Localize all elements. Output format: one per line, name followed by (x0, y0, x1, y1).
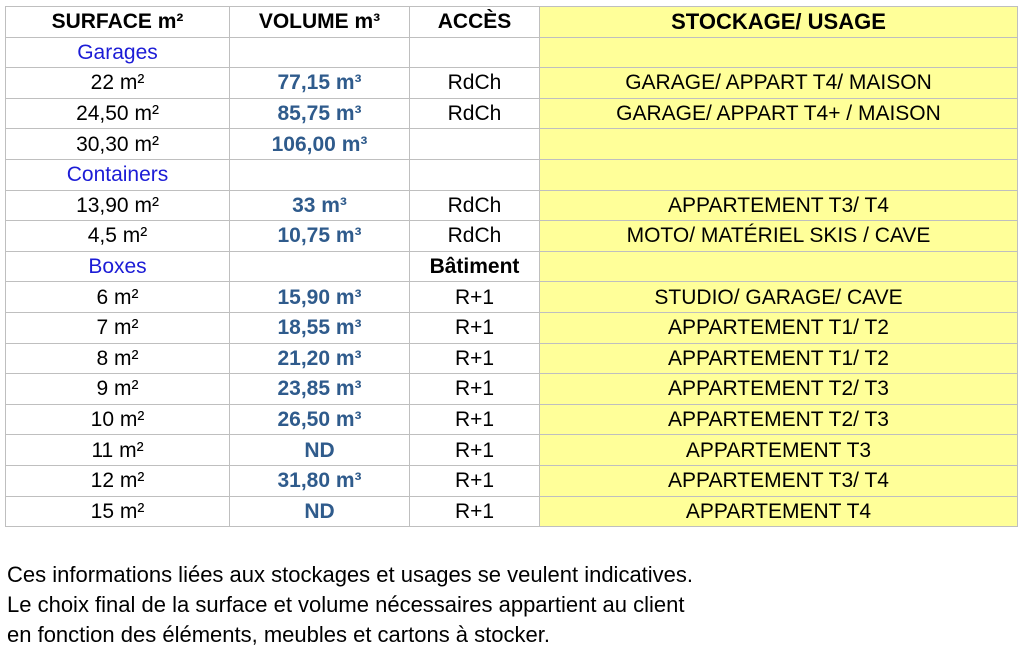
surface-cell: 15 m² (6, 496, 230, 527)
surface-cell: 22 m² (6, 68, 230, 99)
usage-cell: APPARTEMENT T4 (540, 496, 1018, 527)
surface-cell: 4,5 m² (6, 221, 230, 252)
usage-cell: STUDIO/ GARAGE/ CAVE (540, 282, 1018, 313)
surface-cell: 30,30 m² (6, 129, 230, 160)
acces-cell: R+1 (410, 312, 540, 343)
surface-cell: 10 m² (6, 404, 230, 435)
disclaimer-note (7, 560, 693, 650)
table-row (6, 496, 1018, 527)
header-row (6, 7, 1018, 38)
storage-table (5, 6, 1018, 527)
table-row (6, 435, 1018, 466)
volume-cell: 21,20 m³ (230, 343, 410, 374)
volume-cell: 33 m³ (230, 190, 410, 221)
acces-heading-cell: Bâtiment (410, 251, 540, 282)
volume-cell (230, 159, 410, 190)
surface-cell: 24,50 m² (6, 98, 230, 129)
usage-cell: GARAGE/ APPART T4/ MAISON (540, 68, 1018, 99)
usage-cell: APPARTEMENT T1/ T2 (540, 343, 1018, 374)
table-row (6, 68, 1018, 99)
surface-cell: 6 m² (6, 282, 230, 313)
usage-cell (540, 159, 1018, 190)
usage-cell (540, 129, 1018, 160)
volume-cell (230, 37, 410, 68)
acces-cell: R+1 (410, 404, 540, 435)
volume-cell: ND (230, 435, 410, 466)
category-row (6, 159, 1018, 190)
acces-cell: R+1 (410, 343, 540, 374)
acces-cell: R+1 (410, 465, 540, 496)
acces-cell: R+1 (410, 435, 540, 466)
usage-cell: MOTO/ MATÉRIEL SKIS / CAVE (540, 221, 1018, 252)
volume-cell: 26,50 m³ (230, 404, 410, 435)
note-line: Le choix final de la surface et volume nécessaires appartient au client (7, 592, 685, 617)
volume-cell: 106,00 m³ (230, 129, 410, 160)
usage-cell (540, 37, 1018, 68)
volume-cell (230, 251, 410, 282)
table-row (6, 404, 1018, 435)
header-usage: STOCKAGE/ USAGE (540, 7, 1018, 38)
surface-cell: 7 m² (6, 312, 230, 343)
table-body (6, 37, 1018, 527)
surface-cell: 8 m² (6, 343, 230, 374)
acces-cell (410, 129, 540, 160)
note-line: en fonction des éléments, meubles et cartons à stocker. (7, 622, 550, 647)
usage-cell: APPARTEMENT T2/ T3 (540, 374, 1018, 405)
acces-cell: RdCh (410, 221, 540, 252)
surface-cell: 12 m² (6, 465, 230, 496)
acces-cell: R+1 (410, 496, 540, 527)
surface-cell: 9 m² (6, 374, 230, 405)
usage-cell: APPARTEMENT T3/ T4 (540, 465, 1018, 496)
category-row (6, 251, 1018, 282)
volume-cell: ND (230, 496, 410, 527)
volume-cell: 31,80 m³ (230, 465, 410, 496)
volume-cell: 15,90 m³ (230, 282, 410, 313)
usage-cell: GARAGE/ APPART T4+ / MAISON (540, 98, 1018, 129)
surface-cell: 13,90 m² (6, 190, 230, 221)
header-acces: ACCÈS (410, 7, 540, 38)
table-row (6, 374, 1018, 405)
table-row (6, 312, 1018, 343)
table-row (6, 129, 1018, 160)
acces-heading-cell (410, 37, 540, 68)
acces-cell: R+1 (410, 282, 540, 313)
usage-cell: APPARTEMENT T3/ T4 (540, 190, 1018, 221)
category-label: Boxes (6, 251, 230, 282)
usage-cell (540, 251, 1018, 282)
volume-cell: 77,15 m³ (230, 68, 410, 99)
acces-cell: RdCh (410, 190, 540, 221)
volume-cell: 85,75 m³ (230, 98, 410, 129)
table-row (6, 465, 1018, 496)
surface-cell: 11 m² (6, 435, 230, 466)
note-line: Ces informations liées aux stockages et usages se veulent indicatives. (7, 562, 694, 587)
usage-cell: APPARTEMENT T3 (540, 435, 1018, 466)
table-row (6, 282, 1018, 313)
header-surface: SURFACE m² (6, 7, 230, 38)
acces-cell: RdCh (410, 98, 540, 129)
acces-cell: RdCh (410, 68, 540, 99)
volume-cell: 10,75 m³ (230, 221, 410, 252)
table-row (6, 190, 1018, 221)
category-label: Garages (6, 37, 230, 68)
table-row (6, 221, 1018, 252)
volume-cell: 23,85 m³ (230, 374, 410, 405)
usage-cell: APPARTEMENT T2/ T3 (540, 404, 1018, 435)
header-volume: VOLUME m³ (230, 7, 410, 38)
acces-heading-cell (410, 159, 540, 190)
category-row (6, 37, 1018, 68)
acces-cell: R+1 (410, 374, 540, 405)
category-label: Containers (6, 159, 230, 190)
table-row (6, 343, 1018, 374)
usage-cell: APPARTEMENT T1/ T2 (540, 312, 1018, 343)
volume-cell: 18,55 m³ (230, 312, 410, 343)
table-row (6, 98, 1018, 129)
